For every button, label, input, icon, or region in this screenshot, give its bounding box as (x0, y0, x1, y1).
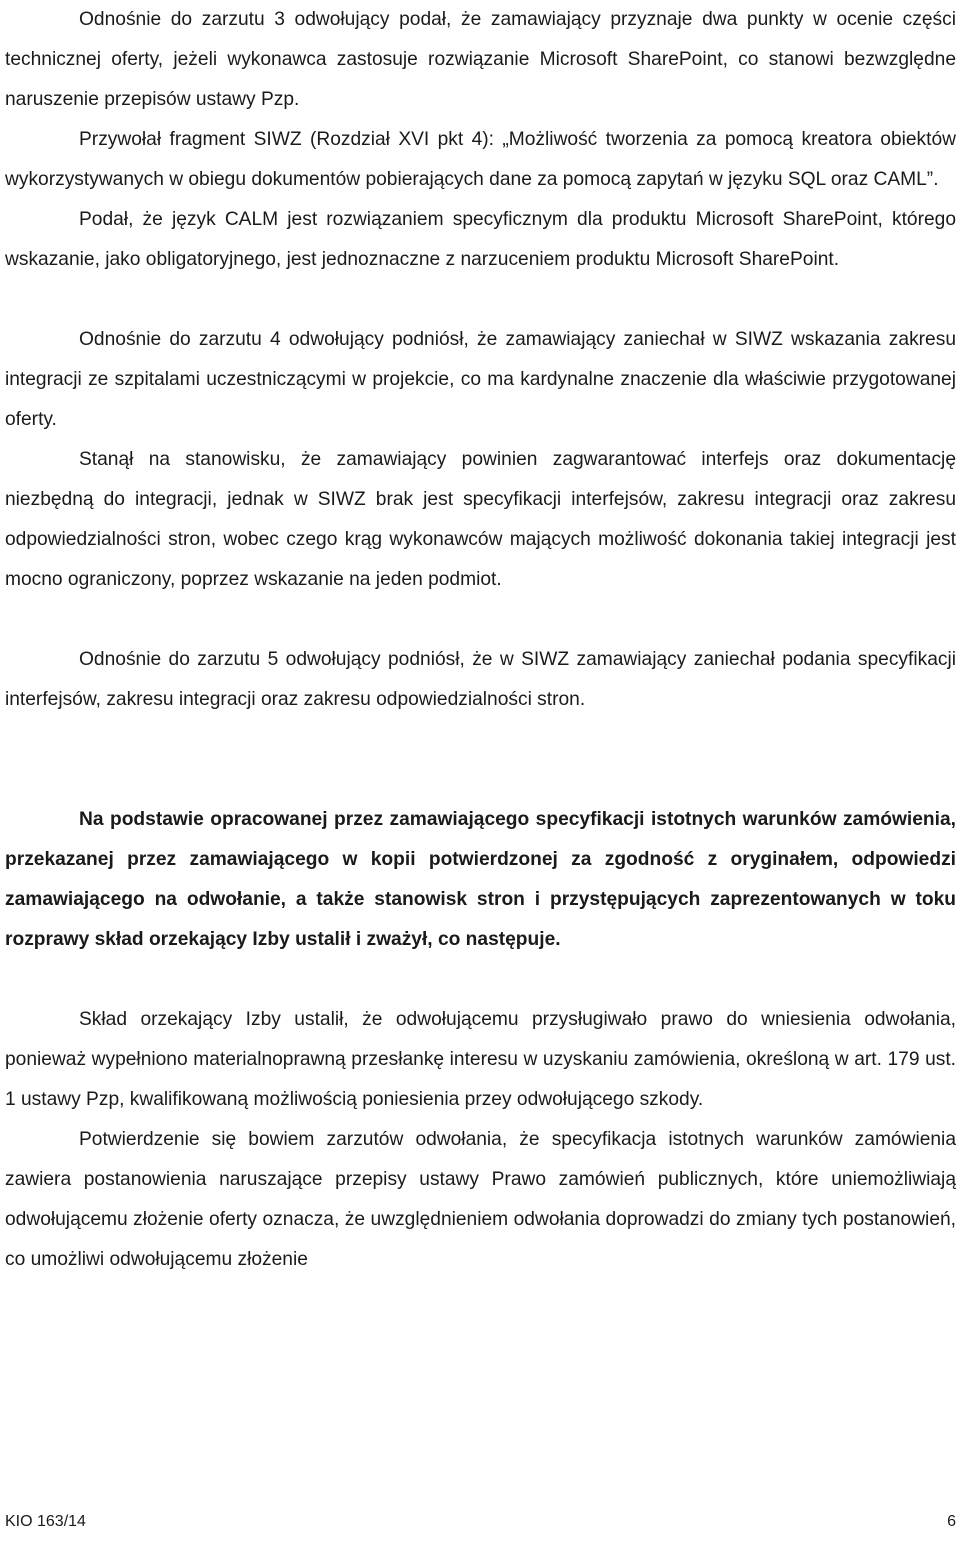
paragraph-integration: Stanął na stanowisku, że zamawiający powinien zagwarantować interfejs oraz dokumentację niezbędną do integracji, jednak w SIWZ brak jest specyfikacji interfejsów, zakresu integracji oraz zakresu odpowiedzialności stron, wobec czego krąg wykonawców mających możliwość dokonania takiej integracji jest mocno ograniczony, poprzez wskazanie na jeden podmiot. (5, 449, 956, 590)
page-footer (5, 1512, 956, 1532)
paragraph-zarzut-4: Odnośnie do zarzutu 4 odwołujący podniósł, że zamawiający zaniechał w SIWZ wskazania zakresu integracji ze szpitalami uczestniczącymi w projekcie, co ma kardynalne znaczenie dla właściwie przygotowanej oferty. (5, 329, 956, 430)
paragraph-confirmation: Potwierdzenie się bowiem zarzutów odwołania, że specyfikacja istotnych warunków zamówienia zawiera postanowienia naruszające przepisy ustawy Prawo zamówień publicznych, które uniemożliwiają odwołującemu złożenie oferty oznacza, że uwzględnieniem odwołania doprowadzi do zmiany tych postanowień, co umożliwi odwołującemu złożenie (5, 1129, 956, 1270)
paragraph-spacer (5, 720, 956, 800)
paragraph-findings-heading: Na podstawie opracowanej przez zamawiającego specyfikacji istotnych warunków zamówienia, przekazanej przez zamawiającego w kopii potwierdzonej za zgodność z oryginałem, odpowiedzi zamawiającego na odwołanie, a także stanowisk stron i przystępujących zaprezentowanych w toku rozprawy skład orzekający Izby ustalił i zważył, co następuje. (5, 809, 956, 950)
case-reference: KIO 163/14 (5, 1513, 86, 1530)
paragraph-siwz-quote: Przywołał fragment SIWZ (Rozdział XVI pkt 4): „Możliwość tworzenia za pomocą kreatora obiektów wykorzystywanych w obiegu dokumentów pobierających dane za pomocą zapytań w języku SQL oraz CAML”. (5, 129, 956, 190)
paragraph-calm: Podał, że język CALM jest rozwiązaniem specyficznym dla produktu Microsoft SharePoint, którego wskazanie, jako obligatoryjnego, jest jednoznaczne z narzuceniem produktu Microsoft SharePoint. (5, 209, 956, 270)
document-page (5, 0, 956, 1280)
paragraph-zarzut-5: Odnośnie do zarzutu 5 odwołujący podniósł, że w SIWZ zamawiający zaniechał podania specyfikacji interfejsów, zakresu integracji oraz zakresu odpowiedzialności stron. (5, 649, 956, 710)
paragraph-spacer (5, 280, 956, 320)
paragraph-spacer (5, 960, 956, 1000)
page-number: 6 (947, 1513, 956, 1530)
paragraph-standing: Skład orzekający Izby ustalił, że odwołującemu przysługiwało prawo do wniesienia odwołania, ponieważ wypełniono materialnoprawną przesłankę interesu w uzyskaniu zamówienia, określoną w art. 179 ust. 1 ustawy Pzp, kwalifikowaną możliwością poniesienia przey odwołującego szkody. (5, 1009, 956, 1110)
paragraph-spacer (5, 600, 956, 640)
paragraph-zarzut-3: Odnośnie do zarzutu 3 odwołujący podał, że zamawiający przyznaje dwa punkty w ocenie części technicznej oferty, jeżeli wykonawca zastosuje rozwiązanie Microsoft SharePoint, co stanowi bezwzględne naruszenie przepisów ustawy Pzp. (5, 9, 956, 110)
